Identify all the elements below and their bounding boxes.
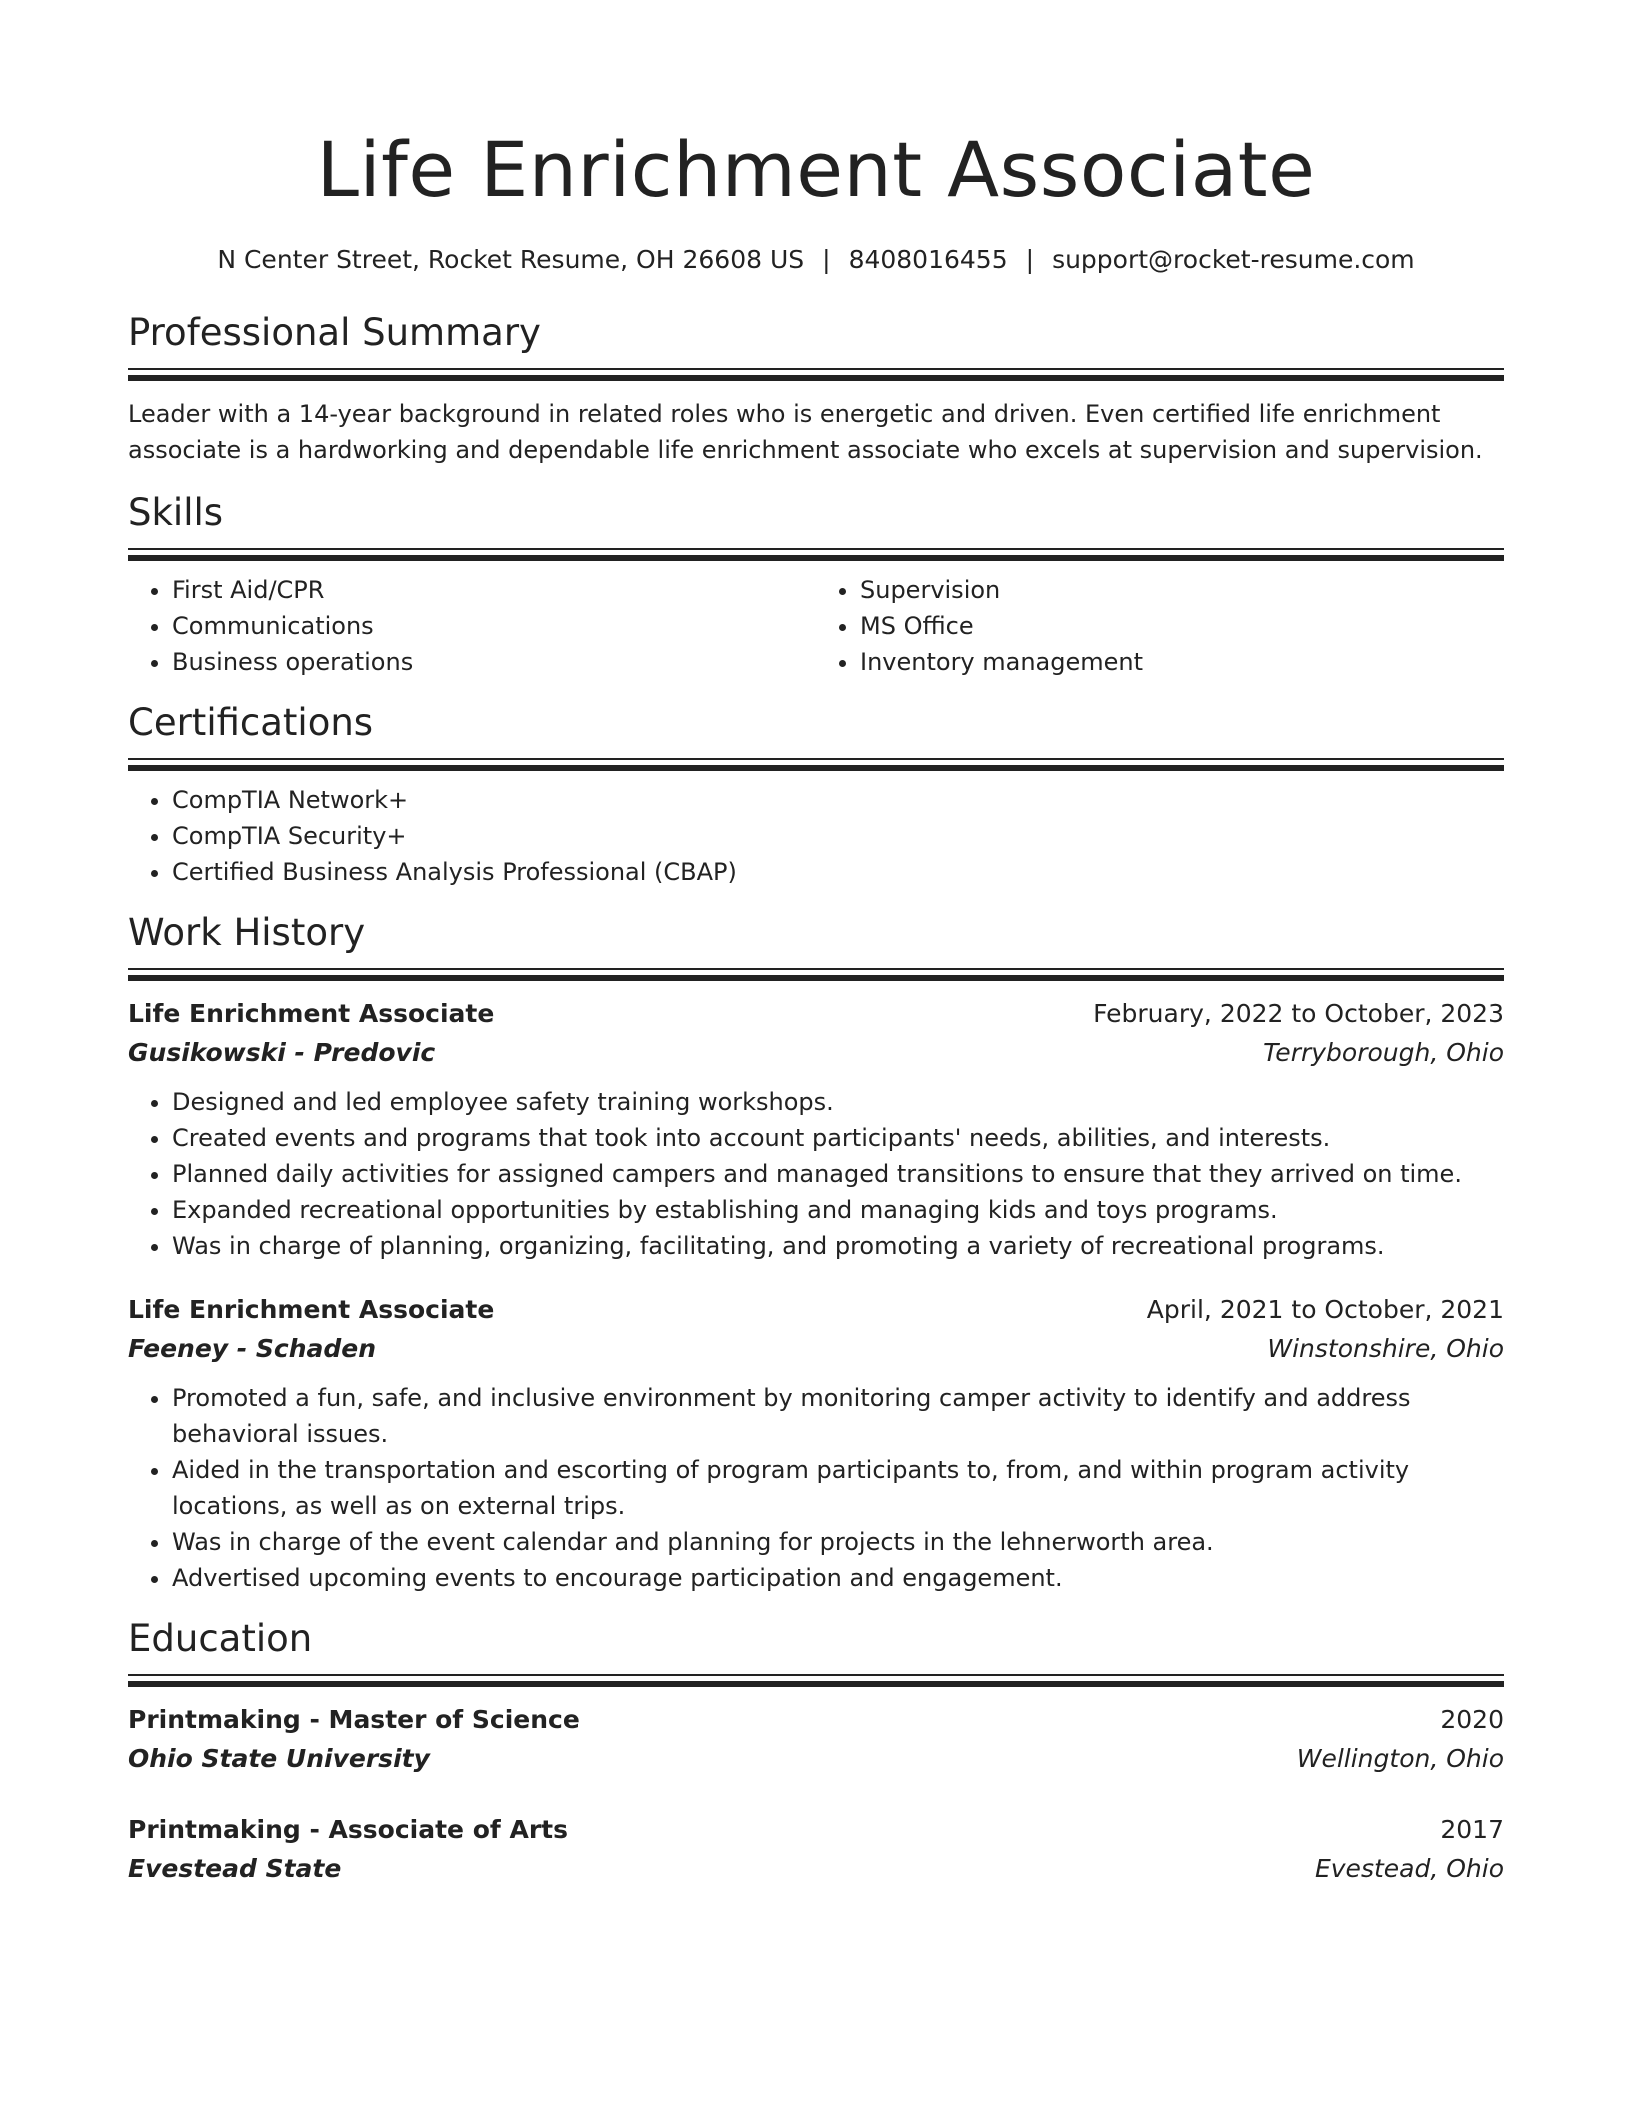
section-divider (128, 548, 1504, 560)
job-title: Life Enrichment Associate (128, 999, 495, 1028)
job-bullet: • Was in charge of the event calendar and planning for projects in the lehnerworth area. (172, 1524, 1504, 1560)
skills-grid (128, 560, 1504, 680)
summary-text: Leader with a 14-year background in related roles who is energetic and driven. Even certified life enrichment associate is a hardworking and dependable life enrichment associate who excels at supervision and supervision. (128, 400, 1483, 464)
skills-list-left (128, 572, 816, 680)
job-bullet: • Created events and programs that took into account participants' needs, abilities, and interests. (172, 1120, 1504, 1156)
skills-list-right (816, 572, 1504, 680)
contact-address: N Center Street, Rocket Resume, OH 26608 US (217, 245, 805, 274)
education-entry (128, 1810, 1504, 1888)
education-section (128, 1614, 1504, 1888)
skill-item: • First Aid/CPR (172, 572, 816, 608)
job-bullet: • Planned daily activities for assigned campers and managed transitions to ensure that they arrived on time. (172, 1156, 1504, 1192)
skill-item: • Business operations (172, 644, 816, 680)
job-header (128, 1290, 1504, 1329)
job-location: Terryborough, Ohio (1263, 1038, 1504, 1067)
skill-item: • Communications (172, 608, 816, 644)
education-degree: Printmaking - Associate of Arts (128, 1815, 568, 1844)
certifications-section (128, 698, 1504, 890)
job-entry (128, 1290, 1504, 1596)
section-title-skills: Skills (128, 491, 224, 534)
education-school: Evestead State (128, 1854, 342, 1883)
certification-item: • CompTIA Network+ (172, 782, 1504, 818)
section-divider (128, 758, 1504, 770)
section-title-education: Education (128, 1617, 313, 1660)
education-year: 2020 (1440, 1705, 1504, 1734)
job-location: Winstonshire, Ohio (1267, 1334, 1504, 1363)
education-header (128, 1700, 1504, 1739)
contact-phone: 8408016455 (848, 245, 1008, 274)
job-bullet: • Was in charge of planning, organizing, facilitating, and promoting a variety of recreational programs. (172, 1228, 1504, 1264)
certification-item: • Certified Business Analysis Professional (CBAP) (172, 854, 1504, 890)
job-subheader (128, 1329, 1504, 1368)
education-location: Wellington, Ohio (1296, 1744, 1504, 1773)
contact-separator: | (822, 245, 831, 274)
contact-separator: | (1025, 245, 1035, 274)
job-bullets (128, 1084, 1504, 1264)
job-header (128, 994, 1504, 1033)
education-location: Evestead, Ohio (1314, 1854, 1504, 1883)
skills-section (128, 488, 1504, 680)
job-bullet: • Promoted a fun, safe, and inclusive environment by monitoring camper activity to identify and address behavioral issues. (172, 1380, 1504, 1452)
job-bullet: • Designed and led employee safety training workshops. (172, 1084, 1504, 1120)
job-dates: February, 2022 to October, 2023 (1093, 999, 1504, 1028)
section-divider (128, 1674, 1504, 1686)
job-entry (128, 994, 1504, 1264)
education-year: 2017 (1440, 1815, 1504, 1844)
education-header (128, 1810, 1504, 1849)
skill-item: • Inventory management (860, 644, 1504, 680)
education-entry (128, 1700, 1504, 1778)
skill-item: • MS Office (860, 608, 1504, 644)
education-school: Ohio State University (128, 1744, 430, 1773)
job-title: Life Enrichment Associate (128, 1295, 495, 1324)
skill-item: • Supervision (860, 572, 1504, 608)
education-subheader (128, 1849, 1504, 1888)
job-company: Gusikowski - Predovic (128, 1038, 436, 1067)
job-bullet: • Expanded recreational opportunities by establishing and managing kids and toys programs. (172, 1192, 1504, 1228)
job-bullet: • Advertised upcoming events to encourage participation and engagement. (172, 1560, 1504, 1596)
job-company: Feeney - Schaden (128, 1334, 377, 1363)
job-dates: April, 2021 to October, 2021 (1146, 1295, 1504, 1324)
education-degree: Printmaking - Master of Science (128, 1705, 580, 1734)
work-section (128, 908, 1504, 1596)
certifications-list (128, 782, 1504, 890)
contact-email: support@rocket-resume.com (1052, 245, 1415, 274)
section-divider (128, 368, 1504, 380)
job-bullet: • Aided in the transportation and escorting of program participants to, from, and within program activity locations, as well as on external trips. (172, 1452, 1504, 1524)
section-title-work: Work History (128, 911, 366, 954)
summary-section (128, 308, 1504, 468)
certification-item: • CompTIA Security+ (172, 818, 1504, 854)
resume-name: Life Enrichment Associate (316, 125, 1316, 214)
education-subheader (128, 1739, 1504, 1778)
job-bullets (128, 1380, 1504, 1596)
job-subheader (128, 1033, 1504, 1072)
section-title-certifications: Certifications (128, 701, 374, 744)
section-divider (128, 968, 1504, 980)
section-title-summary: Professional Summary (128, 311, 541, 354)
contact-line (128, 242, 1504, 278)
